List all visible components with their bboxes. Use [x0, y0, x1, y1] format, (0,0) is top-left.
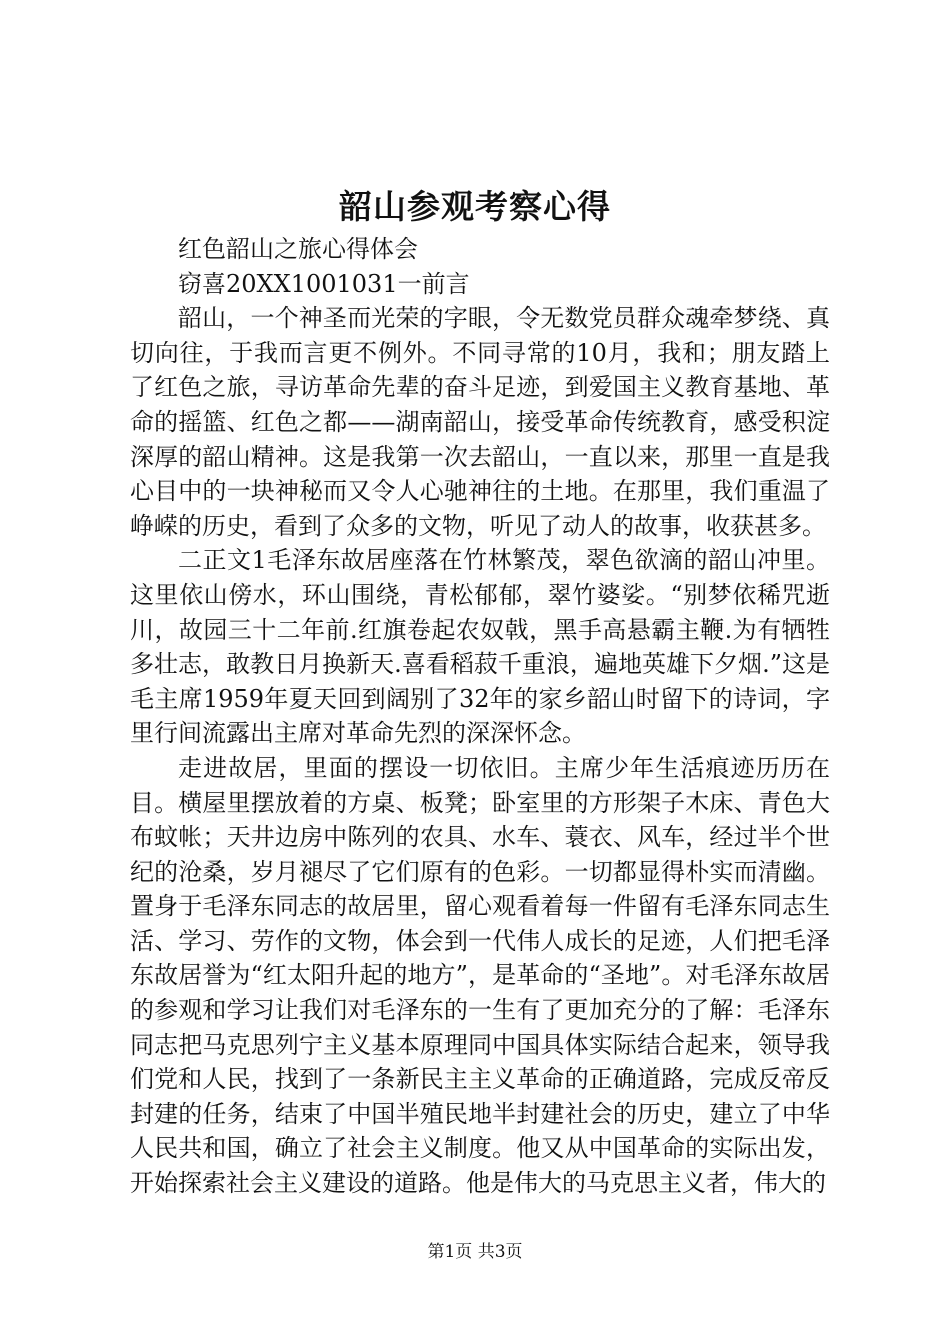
page-footer: 第1页 共3页 — [427, 1242, 523, 1262]
paragraph-subtitle: 红色韶山之旅心得体会 — [178, 235, 418, 263]
paragraph-preface: 韶山，一个神圣而光荣的字眼，令无数党员群众魂牵梦绕、真切向往，于我而言更不例外。不同寻常的10月，我和；朋友踏上了红色之旅，寻访革命先辈的奋斗足迹，到爱国主义教育基地、革命的摇篮、红色之都——湖南韶山，接受革命传统教育，感受积淀深厚的韶山精神。这是我第一次去韶山，一直以来，那里一直是我心目中的一块神秘而又令人心驰神往的土地。在那里，我们重温了峥嵘的历史，看到了众多的文物，听见了动人的故事，收获甚多。 — [130, 304, 830, 540]
document-body — [130, 232, 830, 1201]
paragraph-preface-heading: 窃喜20XX1001031一前言 — [178, 269, 470, 298]
paragraph-main-2: 走进故居，里面的摆设一切依旧。主席少年生活痕迹历历在目。横屋里摆放着的方桌、板凳；卧室里的方形架子木床、青色大布蚊帐；天井边房中陈列的农具、水车、蓑衣、风车，经过半个世纪的沧桑，岁月褪尽了它们原有的色彩。一切都显得朴实而清幽。置身于毛泽东同志的故居里，留心观看着每一件留有毛泽东同志生活、学习、劳作的文物，体会到一代伟人成长的足迹，人们把毛泽东故居誉为“红太阳升起的地方”，是革命的“圣地”。对毛泽东故居的参观和学习让我们对毛泽东的一生有了更加充分的了解：毛泽东同志把马克思列宁主义基本原理同中国具体实际结合起来，领导我们党和人民，找到了一条新民主主义革命的正确道路，完成反帝反封建的任务，结束了中国半殖民地半封建社会的历史，建立了中华人民共和国，确立了社会主义制度。他又从中国革命的实际出发，开始探索社会主义建设的道路。他是伟大的马克思主义者，伟大的 — [130, 753, 830, 1198]
document-title: 韶山参观考察心得 — [339, 187, 611, 226]
paragraph-main-1: 二正文1毛泽东故居座落在竹林繁茂，翠色欲滴的韶山冲里。这里依山傍水，环山围绕，青松郁郁，翠竹婆娑。“别梦依稀咒逝川，故园三十二年前.红旗卷起农奴戟，黑手高悬霸主鞭.为有牺牲多壮志，敢教日月换新天.喜看稻菽千重浪，遍地英雄下夕烟.”这是毛主席1959年夏天回到阔别了32年的家乡韶山时留下的诗词，字里行间流露出主席对革命先烈的深深怀念。 — [130, 546, 830, 748]
